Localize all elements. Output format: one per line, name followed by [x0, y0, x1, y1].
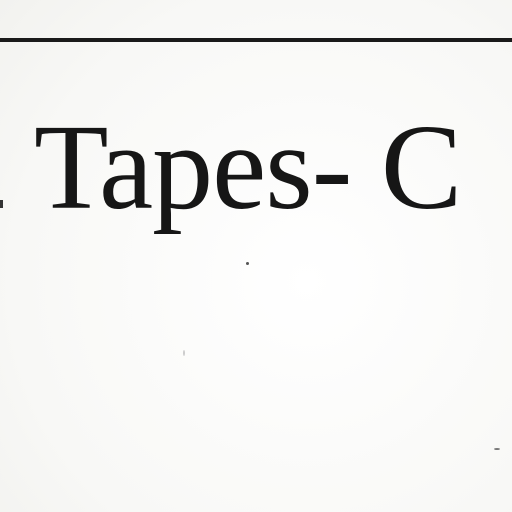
scan-speck — [494, 448, 500, 450]
edge-mark — [0, 200, 3, 208]
horizontal-rule — [0, 38, 512, 42]
scan-speck — [183, 350, 185, 356]
section-heading: Tapes- C — [34, 100, 462, 235]
scan-speck — [246, 262, 249, 265]
